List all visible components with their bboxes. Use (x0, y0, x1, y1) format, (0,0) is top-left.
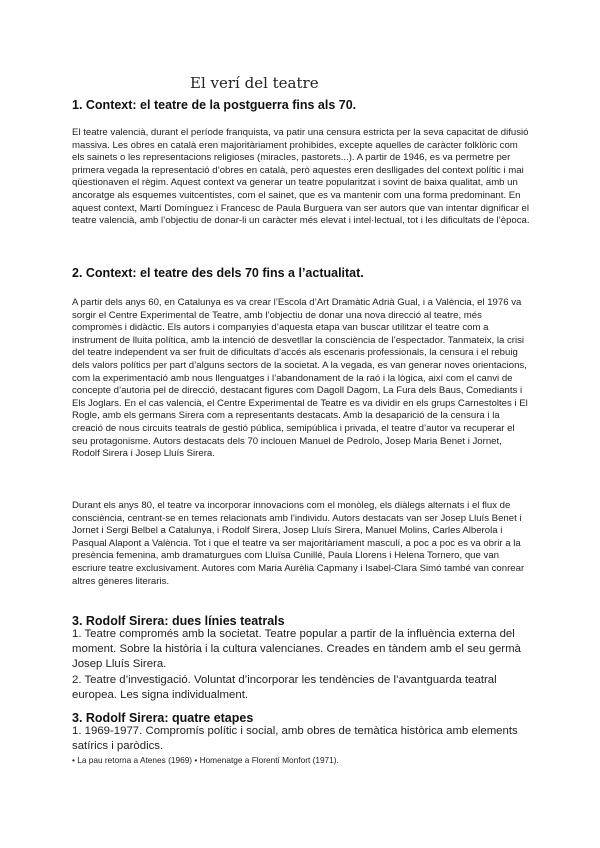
section3-list (72, 627, 532, 703)
section2-paragraph-1: A partir dels anys 60, en Catalunya es va crear l’Escola d’Art Dramàtic Adrià Gual, i a València, el 1976 va sorgir el Centre Experimental de Teatre, amb l’objectiu de donar una nova direcció al teatre, més compromès i didàctic. Els autors i companyies d’aquesta etapa van buscar utilitzar el teatre com a instrument de lluita política, amb la intenció de desvetllar la consciència de l’espectador. Tanmateix, la crisi del teatre independent va ser fruit de dificultats d’accés als escenaris professionals, la censura i el rebuig dels valors polítics per part d’alguns sectors de la societat. A la vegada, es van generar noves orientacions, com la experimentació amb nous llenguatges i l’abandonament de la raó i la lògica, així com el canvi de concepte d’autoria pel de direcció, destacant figures com Dagoll Dagom, La Fura dels Baus, Comediants i Els Joglars. En el cas valencià, el Centre Experimental de Teatre es va dividir en els grups Carnestoltes i El Rogle, amb els germans Sirera com a representants destacats. Amb la desaparició de la censura i la creació de nous circuits teatrals de gestió pública, semipública i privada, el teatre d’autor va recuperar el seu protagonisme. Autors destacats dels 70 inclouen Manuel de Pedrolo, Josep Maria Benet i Jornet, Rodolf Sirera i Josep Lluís Sirera. (72, 297, 528, 460)
section3-heading: 3. Rodolf Sirera: dues línies teatrals (72, 614, 285, 628)
section3-line-2: 2. Teatre d’investigació. Voluntat d’incorporar les tendències de l’avantguarda teatral europea. Les signa individualment. (72, 673, 497, 701)
section4-line-1: 1. 1969-1977. Compromís polític i social, amb obres de temàtica històrica amb elements satírics i paròdics. (72, 725, 518, 753)
section1-heading: 1. Context: el teatre de la postguerra fins als 70. (72, 98, 357, 112)
section1-paragraph: El teatre valencià, durant el període franquista, va patir una censura estricta per la seva capacitat de difusió massiva. Les obres en català eren majoritàriament prohibides, excepte aquelles de caràcter folklòric com els sainets o les representacions religioses (miracles, pastorets...). A partir de 1946, es va permetre per primera vegada la representació d’obres en català, però aquestes eren deslligades del context polític i mai qüestionaven el règim. Aquest context va generar un teatre popularitzat i sovint de baixa qualitat, amb un ancoratge als esquemes vuitcentistes, com el sainet, que es va mantenir com una forma predominant. En aquest context, Martí Domínguez i Francesc de Paula Burguera van ser autors que van intentar dignificar el teatre valencià, amb l’objectiu de donar-li un caràcter més elevat i intel·lectual, tot i les dificultats de l’època. (72, 127, 530, 227)
section2-heading: 2. Context: el teatre des dels 70 fins a l’actualitat. (72, 266, 364, 280)
section4-heading: 3. Rodolf Sirera: quatre etapes (72, 711, 254, 725)
section2-paragraph-2: Durant els anys 80, el teatre va incorporar innovacions com el monòleg, els diàlegs alternats i el flux de consciència, centrant-se en temes relacionats amb l’individu. Autors destacats van ser Josep Lluís Benet i Jornet i Sergi Belbel a Catalunya, i Rodolf Sirera, Josep Lluís Sirera, Manuel Molins, Carles Alberola i Pasqual Alapont a València. Tot i que el teatre va ser majoritàriament masculí, a poc a poc es va obrir a la presència femenina, amb dramaturgues com Lluïsa Cunillé, Paula Llorens i Helena Tornero, que van escriure teatre exclusivament. Autores com Maria Aurèlia Capmany i Isabel-Clara Simó també van conrear altres gèneres literaris. (72, 500, 525, 587)
document-title: El verí del teatre (190, 74, 319, 92)
section4-works: • La pau retorna a Atenes (1969) • Homenatge a Florentí Monfort (1971). (72, 755, 339, 765)
section3-line-1: 1. Teatre compromés amb la societat. Teatre popular a partir de la influència externa del moment. Sobre la història i la cultura valencianes. Creades en tàndem amb el seu germà Josep Lluís Sirera. (72, 628, 521, 671)
